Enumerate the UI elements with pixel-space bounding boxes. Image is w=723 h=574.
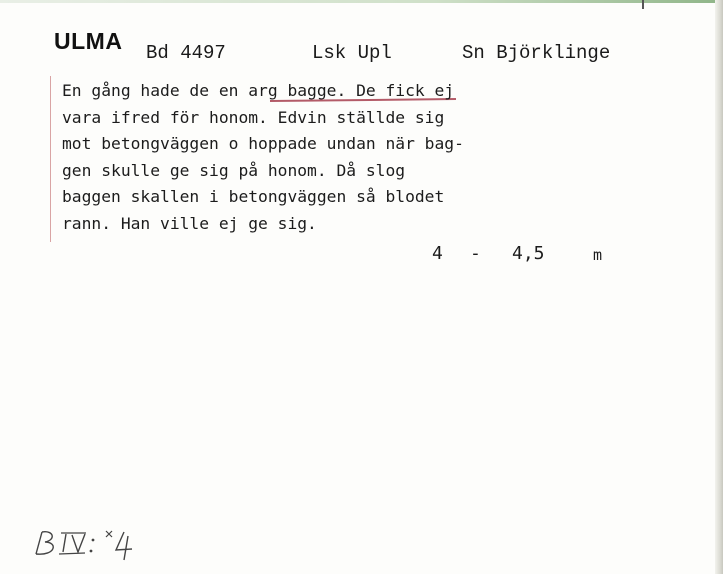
measurement-to: 4,5	[512, 243, 545, 264]
card-top-edge	[0, 0, 723, 3]
archive-code: ULMA	[54, 28, 123, 54]
text-line: gen skulle ge sig på honom. Då slog	[62, 160, 406, 180]
record-number: Bd 4497	[146, 42, 226, 64]
measurement-unit: m	[593, 246, 603, 264]
margin-rule	[50, 76, 51, 242]
handwritten-note	[28, 524, 148, 564]
text-line: rann. Han ville ej ge sig.	[62, 213, 317, 233]
text-line: vara ifred för honom. Edvin ställde sig	[62, 107, 445, 127]
measurement-from: 4	[432, 243, 443, 264]
parish-label: Sn Björklinge	[462, 42, 611, 64]
card-right-edge	[715, 0, 723, 574]
measurement-dash: -	[470, 243, 481, 264]
text-line: En gång hade de en arg bagge. De fick ej	[62, 81, 455, 100]
card-top-tick-mark	[642, 0, 644, 9]
record-text	[62, 78, 464, 237]
text-line: mot betongväggen o hoppade undan när bag-	[62, 134, 464, 153]
province-label: Lsk Upl	[312, 42, 392, 64]
text-line: baggen skallen i betongväggen så blodet	[62, 187, 445, 206]
